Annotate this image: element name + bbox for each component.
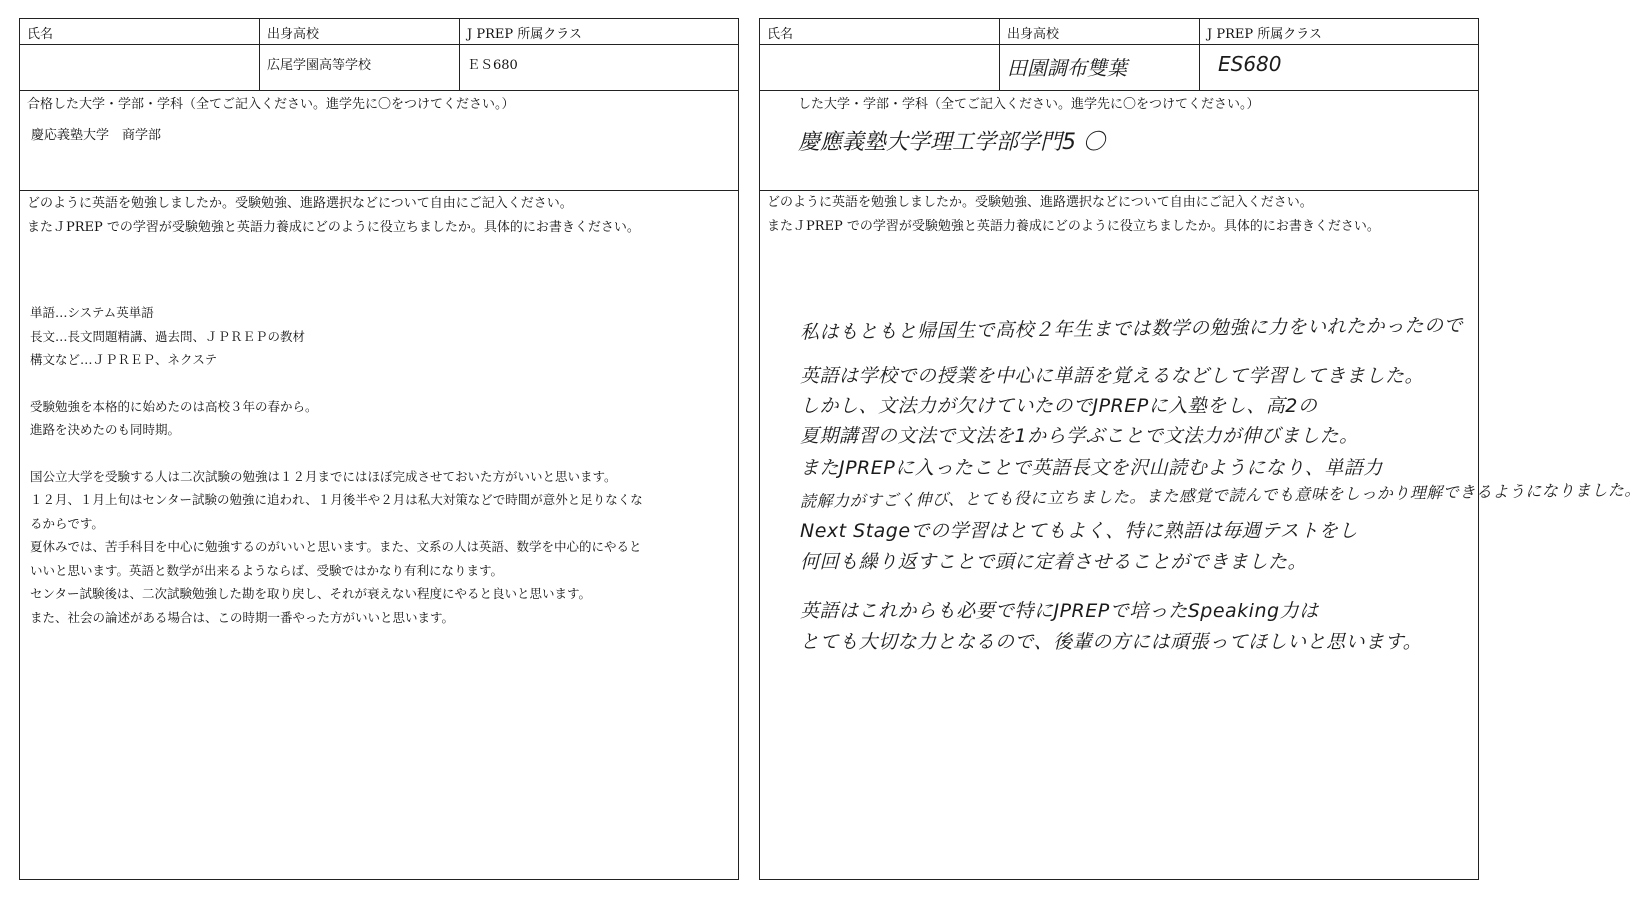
handwritten-line: 英語はこれからも必要で特にJPREPで培ったSpeaking力は	[800, 600, 1319, 622]
header-row	[760, 19, 1478, 45]
study-section	[20, 191, 738, 879]
answer-line: いいと思います。英語と数学が出来るようならば、受験ではかなり有利になります。	[30, 562, 504, 578]
survey-form-handwritten	[759, 18, 1641, 880]
school-label: 出身高校	[1007, 27, 1060, 42]
university-section	[760, 91, 1478, 191]
school-value: 広尾学園高等学校	[267, 58, 372, 73]
university-value: 慶応義塾大学 商学部	[31, 128, 162, 143]
study-answer	[30, 301, 718, 629]
name-label: 氏名	[767, 27, 794, 42]
handwritten-line: しかし、文法力が欠けていたのでJPREPに入塾をし、高2の	[800, 395, 1318, 417]
answer-line: 夏休みでは、苦手科目を中心に勉強するのがいいと思います。また、文系の人は英語、数学を中心的にやると	[30, 539, 642, 554]
class-label: J PREP 所属クラス	[467, 27, 582, 42]
school-label: 出身高校	[267, 27, 320, 42]
handwritten-line: Next Stageでの学習はとてもよく、特に熟語は毎週テストをし	[800, 520, 1358, 542]
value-row	[760, 44, 1478, 91]
handwritten-line: とても大切な力となるので、後輩の方には頑張ってほしいと思います。	[800, 631, 1423, 653]
header-row	[20, 19, 738, 45]
survey-form-typed	[19, 18, 739, 880]
value-row	[20, 44, 738, 91]
study-question-line1: どのように英語を勉強しましたか。受験勉強、進路選択などについて自由にご記入ください。	[27, 196, 573, 211]
answer-line: また、社会の論述がある場合は、この時期一番やった方がいいと思います。	[30, 609, 455, 625]
university-value: 慶應義塾大学理工学部学門5 〇	[798, 130, 1105, 155]
university-section	[20, 91, 738, 191]
handwritten-line: 私はもともと帰国生で高校２年生までは数学の勉強に力をいれたかったので	[799, 314, 1464, 344]
university-question: 合格した大学・学部・学科（全てご記入ください。進学先に〇をつけてください。）	[27, 97, 515, 112]
study-question-line1: どのように英語を勉強しましたか。受験勉強、進路選択などについて自由にご記入ください。	[767, 195, 1313, 210]
school-value: 田園調布雙葉	[1007, 56, 1127, 80]
answer-line: 進路を決めたのも同時期。	[30, 422, 181, 437]
class-value: ＥＳ680	[467, 58, 518, 73]
answer-line: 長文…長文問題精講、過去問、ＪＰＲＥＰの教材	[30, 328, 306, 344]
handwritten-line: 何回も繰り返すことで頭に定着させることができました。	[800, 551, 1308, 573]
answer-line: 単語…システム英単語	[30, 305, 154, 320]
class-label: J PREP 所属クラス	[1207, 27, 1322, 42]
handwritten-line: またJPREPに入ったことで英語長文を沢山読むようになり、単語力	[800, 457, 1383, 479]
study-question-line2: またＪPREP での学習が受験勉強と英語力養成にどのように役立ちましたか。具体的にお書きください。	[767, 219, 1380, 234]
name-label: 氏名	[27, 27, 54, 42]
handwritten-line: 読解力がすごく伸び、とても役に立ちました。また感覚で読んでも意味をしっかり理解できるようになりました。	[799, 480, 1641, 511]
study-section	[760, 191, 1641, 879]
answer-line: 受験勉強を本格的に始めたのは高校３年の春から。	[30, 398, 318, 414]
answer-line: センター試験後は、二次試験勉強した勘を取り戻し、それが衰えない程度にやると良いと思います。	[30, 586, 592, 601]
answer-line: るからです。	[30, 515, 104, 531]
answer-line: 構文など…ＪＰＲＥＰ、ネクステ	[30, 352, 218, 367]
study-question-line2: またＪPREP での学習が受験勉強と英語力養成にどのように役立ちましたか。具体的にお書きください。	[27, 220, 640, 235]
answer-line: 国公立大学を受験する人は二次試験の勉強は１２月までにはほぼ完成させておいた方がいいと思います。	[30, 468, 617, 484]
handwritten-line: 英語は学校での授業を中心に単語を覚えるなどして学習してきました。	[800, 365, 1425, 387]
class-value: ES680	[1218, 52, 1282, 76]
handwritten-line: 夏期講習の文法で文法を1から学ぶことで文法力が伸びました。	[800, 425, 1359, 447]
university-question: した大学・学部・学科（全てご記入ください。進学先に〇をつけてください。）	[798, 97, 1260, 112]
answer-line: １２月、１月上旬はセンター試験の勉強に追われ、１月後半や２月は私大対策などで時間が意外と足りなくな	[30, 492, 643, 507]
